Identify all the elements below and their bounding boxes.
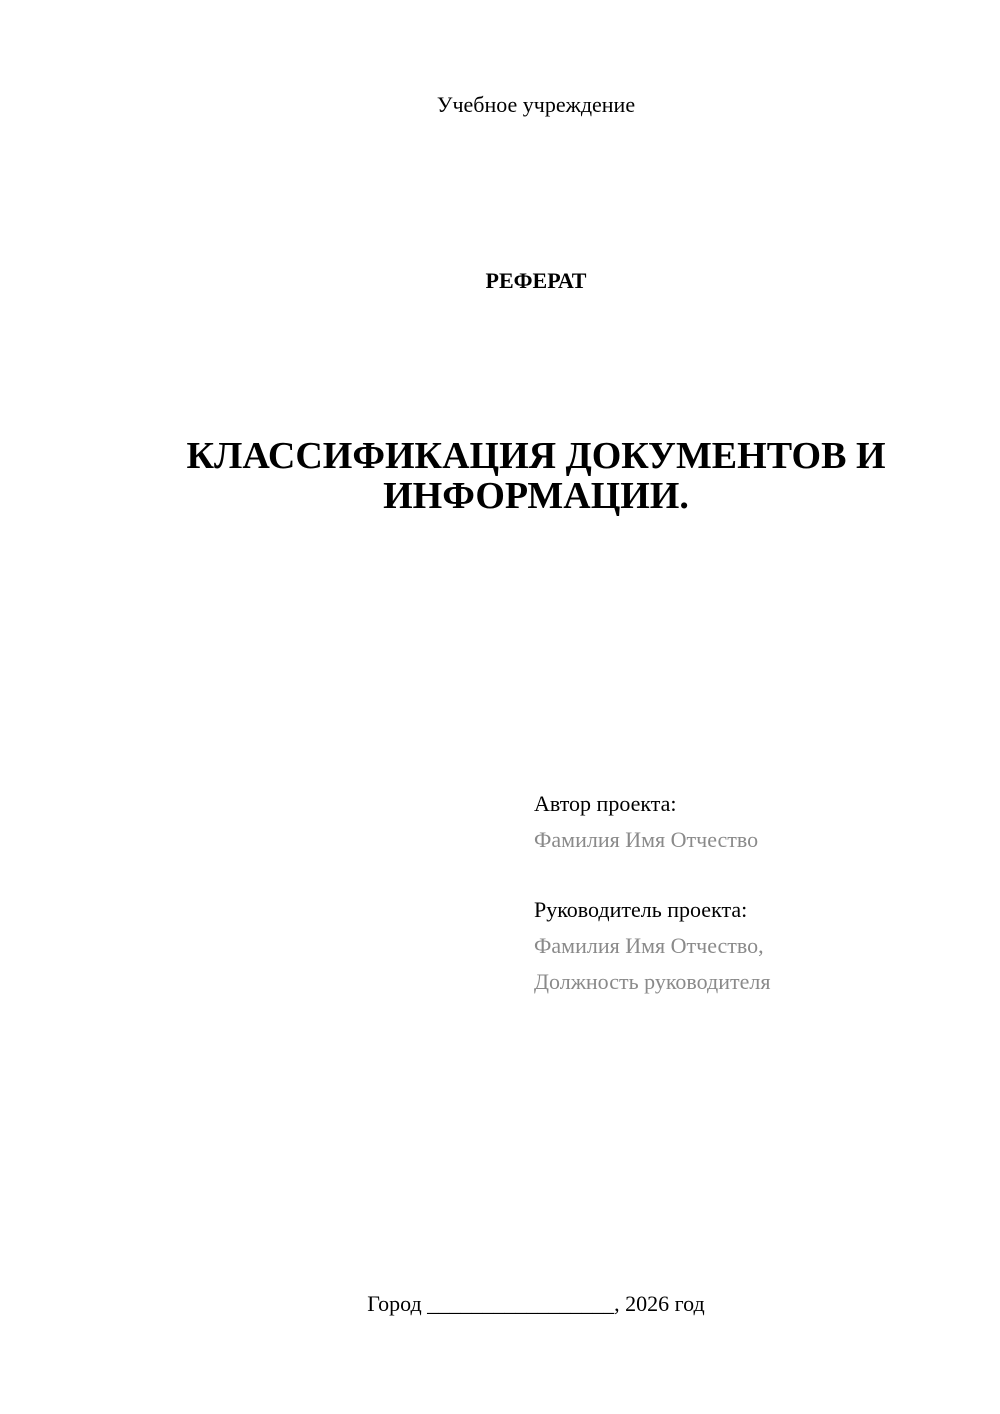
supervisor-label: Руководитель проекта: xyxy=(534,897,748,922)
document-type: РЕФЕРАТ xyxy=(485,268,587,293)
document-title xyxy=(160,436,912,516)
author-block xyxy=(534,786,954,858)
document-title-line-2: ИНФОРМАЦИИ. xyxy=(383,475,689,517)
author-label: Автор проекта: xyxy=(534,791,677,816)
author-name: Фамилия Имя Отчество xyxy=(534,827,759,852)
supervisor-name: Фамилия Имя Отчество, xyxy=(534,933,764,958)
institution-name: Учебное учреждение xyxy=(436,92,636,117)
document-title-line-1: КЛАССИФИКАЦИЯ ДОКУМЕНТОВ И xyxy=(186,435,886,477)
city-year-line: Город _________________, 2026 год xyxy=(367,1291,705,1316)
supervisor-position: Должность руководителя xyxy=(534,969,771,994)
credits-block xyxy=(534,786,954,1000)
supervisor-block xyxy=(534,892,954,1000)
